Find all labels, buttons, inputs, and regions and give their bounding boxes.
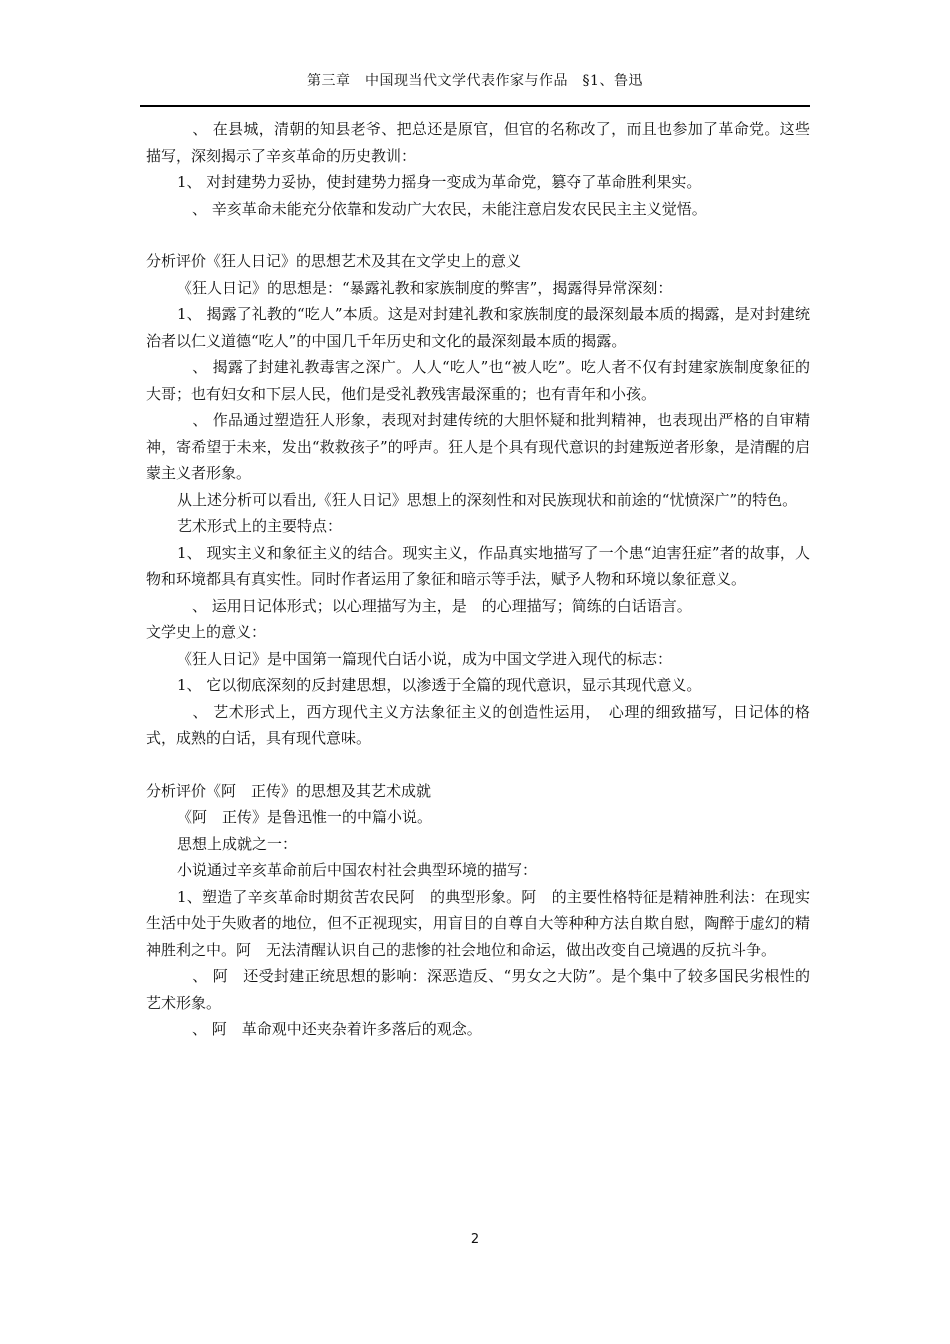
- paragraph: 《狂人日记》是中国第一篇现代白话小说，成为中国文学进入现代的标志：: [177, 649, 673, 668]
- section-heading: 分析评价《阿 正传》的思想及其艺术成就: [146, 781, 432, 800]
- paragraph: 《阿 正传》是鲁迅惟一的中篇小说。: [177, 808, 433, 826]
- list-item: 、 阿 还受封建正统思想的影响：深恶造反、“男女之大防”。是个集中了较多国民劣根性的艺术形象。: [146, 967, 810, 1012]
- list-item: 1、 它以彻底深刻的反封建思想，以渗透于全篇的现代意识，显示其现代意义。: [177, 676, 702, 694]
- subsection-heading: 文学史上的意义：: [146, 623, 267, 641]
- list-item: 、 阿 革命观中还夹杂着许多落后的观念。: [177, 1020, 482, 1038]
- document-body: [146, 116, 810, 1043]
- paragraph: 《狂人日记》的思想是：“暴露礼教和家族制度的弊害”，揭露得异常深刻：: [177, 278, 673, 297]
- list-item: 1、 揭露了礼教的“吃人”本质。这是对封建礼教和家族制度的最深刻最本质的揭露，是对封建统治者以仁义道德“吃人”的中国几千年历史和文化的最深刻最本质的揭露。: [146, 305, 810, 350]
- paragraph: 、 在县城，清朝的知县老爷、把总还是原官，但官的名称改了，而且也参加了革命党。这些描写，深刻揭示了辛亥革命的历史教训：: [146, 120, 810, 165]
- paragraph: 思想上成就之一：: [177, 834, 298, 853]
- page-header: 第三章 中国现当代文学代表作家与作品 §1、鲁迅: [307, 73, 643, 89]
- list-item: 、 运用日记体形式；以心理描写为主，是 的心理描写；简练的白话语言。: [177, 596, 692, 615]
- list-item: 、 揭露了封建礼教毒害之深广。人人“吃人”也“被人吃”。吃人者不仅有封建家族制度象征的大哥；也有妇女和下层人民，他们是受礼教残害最深重的；也有青年和小孩。: [146, 358, 810, 403]
- list-item: 1、 对封建势力妥协，使封建势力摇身一变成为革命党，篡夺了革命胜利果实。: [177, 173, 702, 191]
- list-item: 1、 现实主义和象征主义的结合。现实主义，作品真实地描写了一个患“迫害狂症”者的故事，人物和环境都具有真实性。同时作者运用了象征和暗示等手法，赋予人物和环境以象征意义。: [146, 543, 810, 588]
- list-item: 、 作品通过塑造狂人形象，表现对封建传统的大胆怀疑和批判精神，也表现出严格的自审精神，寄希望于未来，发出“救救孩子”的呼声。狂人是个具有现代意识的封建叛逆者形象，是清醒的启蒙主义者形象。: [146, 411, 810, 482]
- list-item: 1、塑造了辛亥革命时期贫苦农民阿 的典型形象。阿 的主要性格特征是精神胜利法：在现实生活中处于失败者的地位，但不正视现实，用盲目的自尊自大等种种方法自欺自慰，陶醉于虚幻的精神胜利之中。阿 无法清醒认识自己的悲惨的社会地位和命运，做出改变自己境遇的反抗斗争。: [146, 887, 810, 959]
- paragraph: 小说通过辛亥革命前后中国农村社会典型环境的描写：: [177, 861, 538, 879]
- list-item: 、 辛亥革命未能充分依靠和发动广大农民，未能注意启发农民民主主义觉悟。: [177, 199, 707, 218]
- header-divider: [140, 105, 810, 107]
- list-item: 、 艺术形式上，西方现代主义方法象征主义的创造性运用， 心理的细致描写，日记体的格式，成熟的白话，具有现代意味。: [146, 702, 810, 747]
- page-number: 2: [470, 1232, 480, 1247]
- section-heading: 分析评价《狂人日记》的思想艺术及其在文学史上的意义: [146, 252, 522, 270]
- paragraph: 从上述分析可以看出,《狂人日记》思想上的深刻性和对民族现状和前途的“忧愤深广”的特色。: [177, 490, 798, 509]
- paragraph-gap: [146, 222, 810, 248]
- paragraph-gap: [146, 752, 810, 778]
- paragraph: 艺术形式上的主要特点：: [177, 517, 343, 535]
